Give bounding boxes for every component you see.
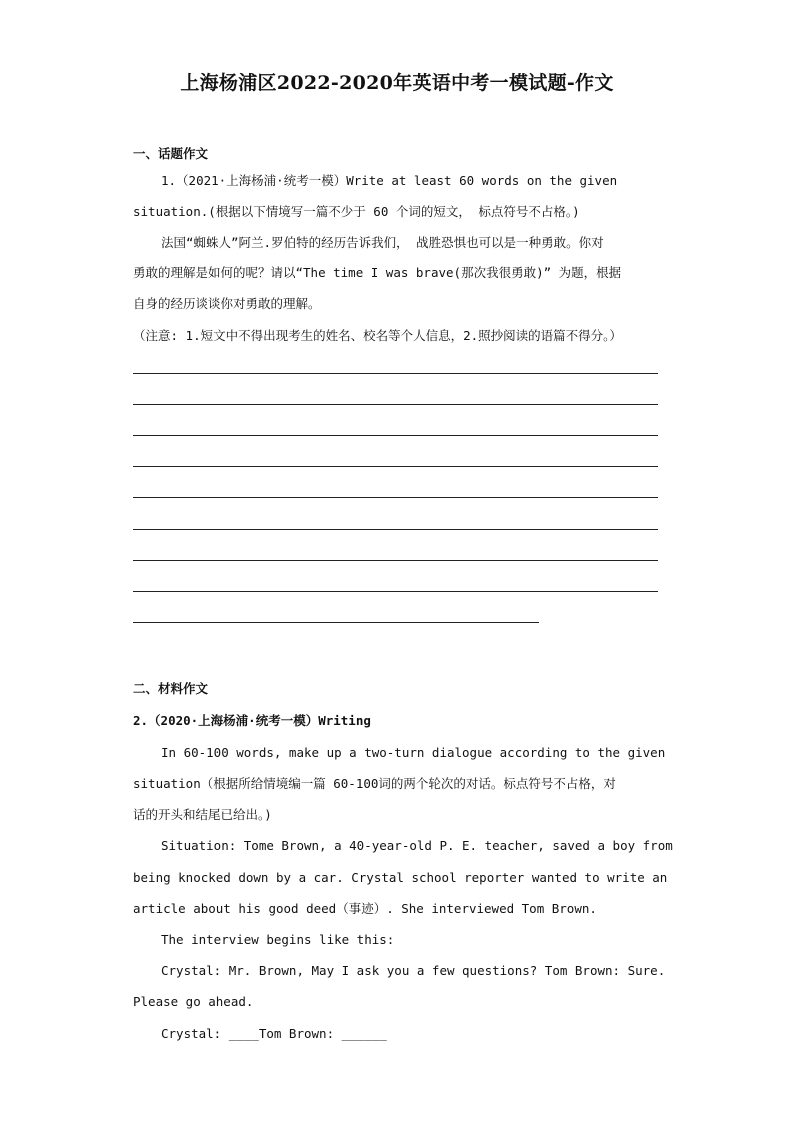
answer-line[interactable] [133, 497, 658, 498]
section1-heading: 一、话题作文 [133, 146, 209, 161]
question1-note: （注意: 1.短文中不得出现考生的姓名、校名等个人信息，2.照抄阅读的语篇不得分。） [133, 328, 622, 343]
question2-text: In 60-100 words, make up a two-turn dialogue according to the given [161, 745, 666, 760]
answer-line[interactable] [133, 373, 658, 374]
question1-text: 勇敢的理解是如何的呢？请以“The time I was brave(那次我很勇敢)” 为题，根据 [133, 265, 622, 280]
question1-text: 1.（2021·上海杨浦·统考一模）Write at least 60 words on the given [161, 173, 618, 188]
answer-line[interactable] [133, 622, 539, 623]
answer-line[interactable] [133, 435, 658, 436]
question1-text: 法国“蜘蛛人”阿兰.罗伯特的经历告诉我们， 战胜恐惧也可以是一种勇敢。你对 [161, 235, 604, 250]
answer-line[interactable] [133, 466, 658, 467]
answer-line[interactable] [133, 591, 658, 592]
question1-text: 自身的经历谈谈你对勇敢的理解。 [133, 296, 321, 311]
answer-line[interactable] [133, 529, 658, 530]
question2-text: 2.（2020·上海杨浦·统考一模）Writing [133, 713, 371, 728]
page-title: 上海杨浦区2022-2020年英语中考一模试题-作文 [180, 72, 614, 94]
question2-text: Crystal: Mr. Brown, May I ask you a few questions? Tom Brown: Sure. [161, 963, 666, 978]
question2-text: 话的开头和结尾已给出。) [133, 807, 272, 822]
question2-text: Crystal: ____Tom Brown: ______ [161, 1026, 387, 1041]
question2-text: The interview begins like this: [161, 932, 395, 947]
question2-text: article about his good deed（事迹）. She interviewed Tom Brown. [133, 901, 597, 916]
answer-line[interactable] [133, 404, 658, 405]
question2-text: Situation: Tome Brown, a 40-year-old P. E. teacher, saved a boy from [161, 838, 673, 853]
question1-text: situation.(根据以下情境写一篇不少于 60 个词的短文， 标点符号不占格。) [133, 204, 580, 219]
question2-text: being knocked down by a car. Crystal school reporter wanted to write an [133, 870, 668, 885]
answer-line[interactable] [133, 560, 658, 561]
question2-text: Please go ahead. [133, 994, 254, 1009]
question2-text: situation（根据所给情境编一篇 60-100词的两个轮次的对话。标点符号不占格，对 [133, 776, 616, 791]
section2-heading: 二、材料作文 [133, 681, 209, 696]
